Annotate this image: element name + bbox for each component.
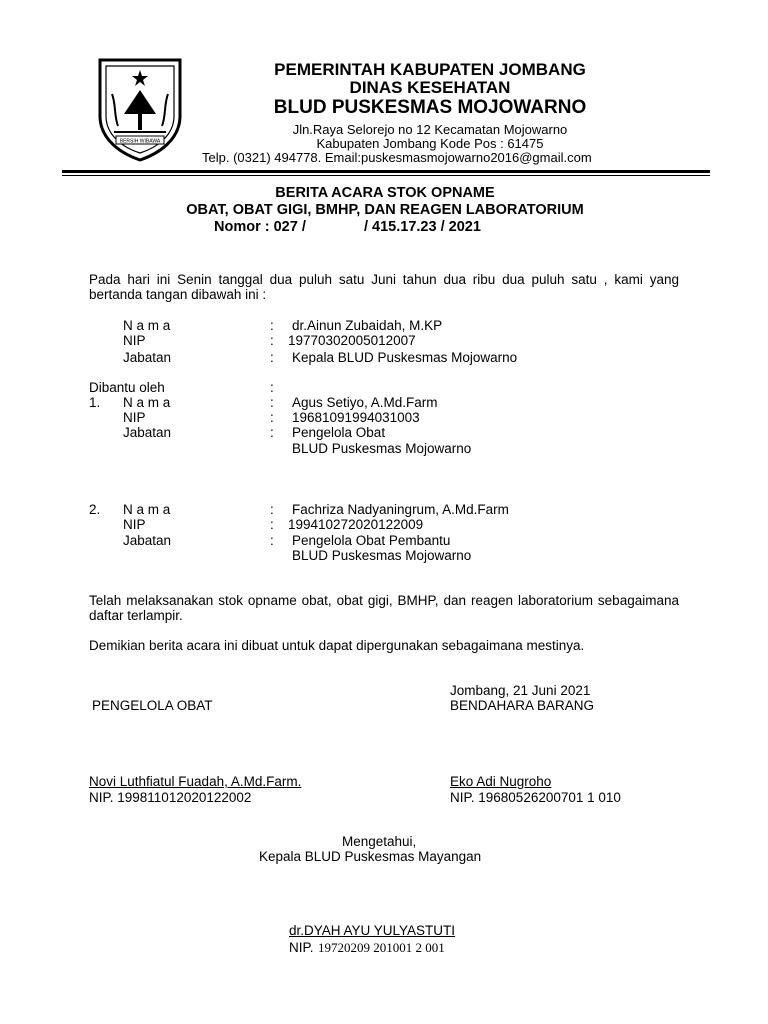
institution-name: BLUD PUSKESMAS MOJOWARNO [273, 97, 587, 118]
logo-motto-text: BERSIH WIBAWA [119, 138, 161, 145]
p1-nama-value: dr.Ainun Zubaidah, M.KP [292, 318, 443, 333]
h2-jabatan-value-1: Pengelola Obat Pembantu [292, 533, 451, 548]
doc-number-label: Nomor : 027 / [214, 219, 306, 235]
h2-nama-label: N a m a [123, 502, 171, 517]
address-line-1: Jln.Raya Selorejo no 12 Kecamatan Mojowarno [292, 122, 568, 137]
header-divider-thin [62, 175, 710, 176]
colon: : [270, 410, 274, 425]
colon: : [270, 333, 274, 348]
colon: : [270, 533, 274, 548]
h1-jabatan-value-2: BLUD Puskesmas Mojowarno [292, 441, 472, 456]
gov-name: PEMERINTAH KABUPATEN JOMBANG [274, 60, 586, 79]
header-divider-thick [62, 170, 710, 173]
place-date: Jombang, 21 Juni 2021 [450, 683, 591, 698]
head-signer-name: dr.DYAH AYU YULYASTUTI [289, 923, 456, 938]
h2-nip-label: NIP [123, 517, 146, 532]
h1-jabatan-label: Jabatan [123, 425, 172, 440]
doc-title: BERITA ACARA STOK OPNAME [275, 185, 495, 201]
head-nip-label: NIP. [289, 940, 314, 955]
head-nip-value: 19720209 201001 2 001 [317, 940, 445, 955]
statement-paragraph: Telah melaksanakan stok opname obat, obat gigi, BMHP, dan reagen laboratorium sebagaimana daftar terlampir. [89, 593, 679, 623]
head-role: Kepala BLUD Puskesmas Mayangan [259, 849, 482, 864]
right-signer-nip: NIP. 19680526200701 1 010 [450, 790, 621, 805]
p1-nip-value: 19770302005012007 [288, 333, 416, 348]
right-role: BENDAHARA BARANG [450, 698, 595, 713]
left-signer-name: Novi Luthfiatul Fuadah, A.Md.Farm. [89, 774, 302, 789]
colon: : [270, 517, 274, 532]
h1-nip-label: NIP [123, 410, 146, 425]
h1-jabatan-value-1: Pengelola Obat [292, 425, 386, 440]
p1-jabatan-label: Jabatan [123, 350, 172, 365]
address-line-2: Kabupaten Jombang Kode Pos : 61475 [316, 136, 544, 151]
h1-nip-value: 19681091994031003 [292, 410, 420, 425]
colon: : [270, 395, 274, 410]
h1-number: 1. [89, 395, 101, 410]
colon: : [270, 502, 274, 517]
office-name: DINAS KESEHATAN [349, 78, 511, 97]
head-signer-nip [289, 939, 445, 957]
doc-number-rest: / 415.17.23 / 2021 [364, 219, 481, 235]
closing-paragraph: Demikian berita acara ini dibuat untuk dapat dipergunakan sebagaimana mestinya. [89, 638, 585, 653]
h1-nama-value: Agus Setiyo, A.Md.Farm [292, 395, 438, 410]
colon: : [270, 350, 274, 365]
p1-nip-label: NIP [123, 333, 146, 348]
h2-jabatan-value-2: BLUD Puskesmas Mojowarno [292, 548, 472, 563]
p1-nama-label: N a m a [123, 318, 171, 333]
h2-jabatan-label: Jabatan [123, 533, 172, 548]
h2-number: 2. [89, 502, 101, 517]
intro-paragraph: Pada hari ini Senin tanggal dua puluh satu Juni tahun dua ribu dua puluh satu , kami yang bertanda tangan dibawah ini : [89, 272, 679, 302]
h1-nama-label: N a m a [123, 395, 171, 410]
acknowledged-label: Mengetahui, [342, 834, 417, 849]
contact-line: Telp. (0321) 494778. Email:puskesmasmojowarno2016@gmail.com [202, 150, 592, 165]
jombang-coat-of-arms-logo [94, 54, 186, 162]
doc-subtitle: OBAT, OBAT GIGI, BMHP, DAN REAGEN LABORATORIUM [186, 202, 584, 218]
left-signer-nip: NIP. 199811012020122002 [89, 790, 252, 805]
right-signer-name: Eko Adi Nugroho [450, 774, 552, 789]
h2-nama-value: Fachriza Nadyaningrum, A.Md.Farm [292, 502, 509, 517]
left-role: PENGELOLA OBAT [92, 698, 213, 713]
colon: : [270, 318, 274, 333]
h2-nip-value: 199410272020122009 [288, 517, 424, 532]
colon: : [270, 380, 274, 395]
assisted-by-label: Dibantu oleh [89, 380, 165, 395]
colon: : [270, 425, 274, 440]
p1-jabatan-value: Kepala BLUD Puskesmas Mojowarno [292, 350, 518, 365]
